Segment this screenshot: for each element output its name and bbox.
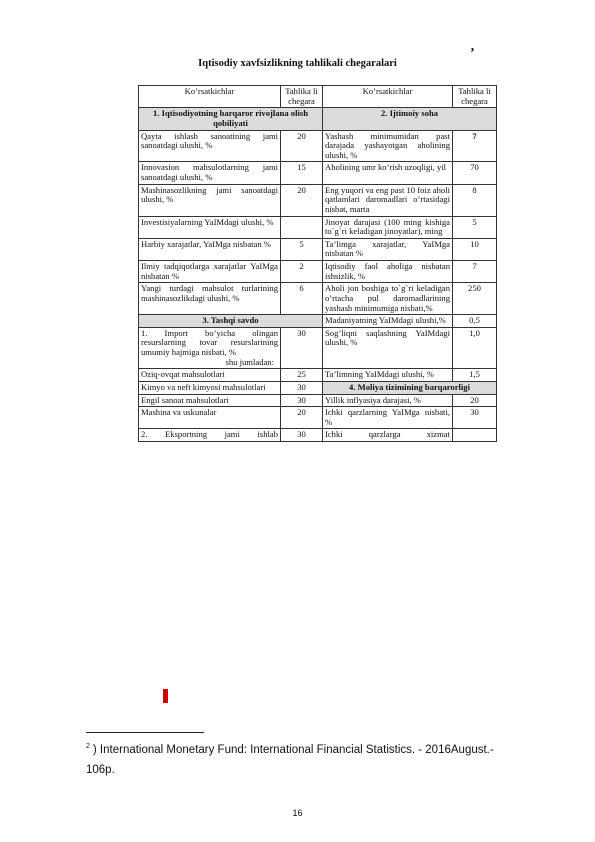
threshold-cell: 5 bbox=[281, 238, 323, 260]
section-3-heading: 3. Tashqi savdo bbox=[139, 315, 323, 328]
indicator-cell: 2. Eksportning jami ishlab bbox=[139, 429, 281, 442]
threshold-cell: 30 bbox=[453, 407, 497, 429]
indicator-text: 1. Import bo’yicha olingan resurslarning tovar resurslarining umumiy hajmiga nisbati, % bbox=[141, 327, 278, 357]
threshold-cell: 70 bbox=[453, 162, 497, 184]
table-row bbox=[139, 261, 497, 283]
table-row bbox=[139, 283, 497, 315]
indicator-cell: Investisiyalarning YaIMdagi ulushi, % bbox=[139, 216, 281, 238]
indicator-cell: Qayta ishlash sanoatining jami sanoatdagi ulushi, % bbox=[139, 130, 281, 162]
threshold-cell bbox=[453, 429, 497, 442]
threshold-cell bbox=[281, 216, 323, 238]
threshold-cell: 7 bbox=[453, 130, 497, 162]
table-row bbox=[139, 369, 497, 382]
header-right-threshold: Tahlika li chegara bbox=[453, 86, 497, 108]
indicator-cell: Yashash minimumidan past darajada yashayotgan aholining ulushi, % bbox=[323, 130, 453, 162]
indicator-cell: Aholi jon boshiga to`g`ri keladigan o’rtacha pul daromadlarining yashash minimumiga nisbati,% bbox=[323, 283, 453, 315]
indicator-cell: Iqtisodiy faol aholiga nisbatan ishsizlik, % bbox=[323, 261, 453, 283]
indicator-subheading: shu jumladan: bbox=[225, 356, 274, 367]
indicator-cell: Harbiy xarajatlar, YaIMga nisbatan % bbox=[139, 238, 281, 260]
indicator-cell: Sog’liqni saqlashning YaIMdagi ulushi, % bbox=[323, 327, 453, 369]
threshold-cell: 7 bbox=[453, 261, 497, 283]
indicator-cell: Ta’limning YaIMdagi ulushi, % bbox=[323, 369, 453, 382]
table-header-row bbox=[139, 86, 497, 108]
indicator-cell: Innovasion mahsulotlarning jami sanoatdagi ulushi, % bbox=[139, 162, 281, 184]
threshold-cell: 30 bbox=[281, 381, 323, 394]
section-row bbox=[139, 108, 497, 130]
indicator-cell: Jinoyat darajasi (100 ming kishiga to`g`ri keladigan jinoyatlar), ming bbox=[323, 216, 453, 238]
threshold-cell: 20 bbox=[281, 184, 323, 216]
indicator-cell bbox=[139, 327, 281, 369]
threshold-cell: 5 bbox=[453, 216, 497, 238]
table-row bbox=[139, 130, 497, 162]
page-number: 16 bbox=[292, 808, 303, 818]
indicator-cell: Engil sanoat mahsulotlari bbox=[139, 394, 281, 407]
threshold-cell: 20 bbox=[281, 407, 323, 429]
threshold-cell: 1,0 bbox=[453, 327, 497, 369]
section-2-heading: 2. Ijtimoiy soha bbox=[323, 108, 497, 130]
threshold-cell: 30 bbox=[281, 429, 323, 442]
footnote-divider bbox=[86, 732, 204, 733]
table-row bbox=[139, 216, 497, 238]
table-row bbox=[139, 184, 497, 216]
header-left-indicator: Ko’rsatkichlar bbox=[139, 86, 281, 108]
threshold-cell: 10 bbox=[453, 238, 497, 260]
threshold-cell: 250 bbox=[453, 283, 497, 315]
indicator-cell: Mashina va uskunalar bbox=[139, 407, 281, 429]
red-marker bbox=[163, 689, 168, 703]
table-row bbox=[139, 162, 497, 184]
indicator-cell: Ichki qarzlarga xizmat bbox=[323, 429, 453, 442]
table-row bbox=[139, 381, 497, 394]
footnote-marker: 2 bbox=[86, 743, 90, 751]
section-4-heading: 4. Moliya tizimining barqarorligi bbox=[323, 381, 497, 394]
threshold-cell: 30 bbox=[281, 327, 323, 369]
table-row bbox=[139, 429, 497, 442]
indicator-cell: Eng yuqori va eng past 10 foiz aholi qatlamlari daromadlari o’rtasidagi nisbat, marta bbox=[323, 184, 453, 216]
thresholds-table bbox=[138, 85, 497, 442]
table-row bbox=[139, 327, 497, 369]
indicator-cell: Ta’limga xarajatlar, YaIMga nisbatan % bbox=[323, 238, 453, 260]
header-right-indicator: Ko’rsatkichlar bbox=[323, 86, 453, 108]
threshold-cell: 30 bbox=[281, 394, 323, 407]
threshold-cell: 15 bbox=[281, 162, 323, 184]
indicator-cell: Ilmiy tadqiqotlarga xarajatlar YaIMga nisbatan % bbox=[139, 261, 281, 283]
threshold-cell: 1,5 bbox=[453, 369, 497, 382]
indicator-cell: Oziq-ovqat mahsulotlari bbox=[139, 369, 281, 382]
footnote-text: ) International Monetary Fund: International Financial Statistics. - 2016August.- 106p. bbox=[86, 744, 494, 777]
threshold-cell: 0,5 bbox=[453, 315, 497, 328]
threshold-cell: 8 bbox=[453, 184, 497, 216]
threshold-cell: 25 bbox=[281, 369, 323, 382]
indicator-cell: Aholining umr ko’rish uzoqligi, yil bbox=[323, 162, 453, 184]
header-left-threshold: Tahlika li chegara bbox=[281, 86, 323, 108]
threshold-cell: 2 bbox=[281, 261, 323, 283]
table-row bbox=[139, 407, 497, 429]
section-1-heading: 1. Iqtisodiyotning barqaror rivojlana olish qobiliyati bbox=[139, 108, 323, 130]
table-row bbox=[139, 238, 497, 260]
indicator-cell: Yangi turdagi mahsulot turlarining mashinasozlikdagi ulushi, % bbox=[139, 283, 281, 315]
table-row bbox=[139, 315, 497, 328]
threshold-cell: 6 bbox=[281, 283, 323, 315]
threshold-cell: 20 bbox=[453, 394, 497, 407]
indicator-cell: Mashinasozlikning jami sanoatdagi ulushi, % bbox=[139, 184, 281, 216]
title-mark: ’ bbox=[470, 46, 475, 61]
table-title: Iqtisodiy xavfsizlikning tahlikali chegaralari bbox=[198, 58, 397, 69]
indicator-cell: Ichki qarzlarning YaIMga nisbati, % bbox=[323, 407, 453, 429]
indicator-cell: Yillik inflyasiya darajasi, % bbox=[323, 394, 453, 407]
threshold-cell: 20 bbox=[281, 130, 323, 162]
table-row bbox=[139, 394, 497, 407]
indicator-cell: Madaniyatning YaIMdagi ulushi,% bbox=[323, 315, 453, 328]
indicator-cell: Kimyo va neft kimyosi mahsulotlari bbox=[139, 381, 281, 394]
footnote bbox=[86, 740, 516, 780]
